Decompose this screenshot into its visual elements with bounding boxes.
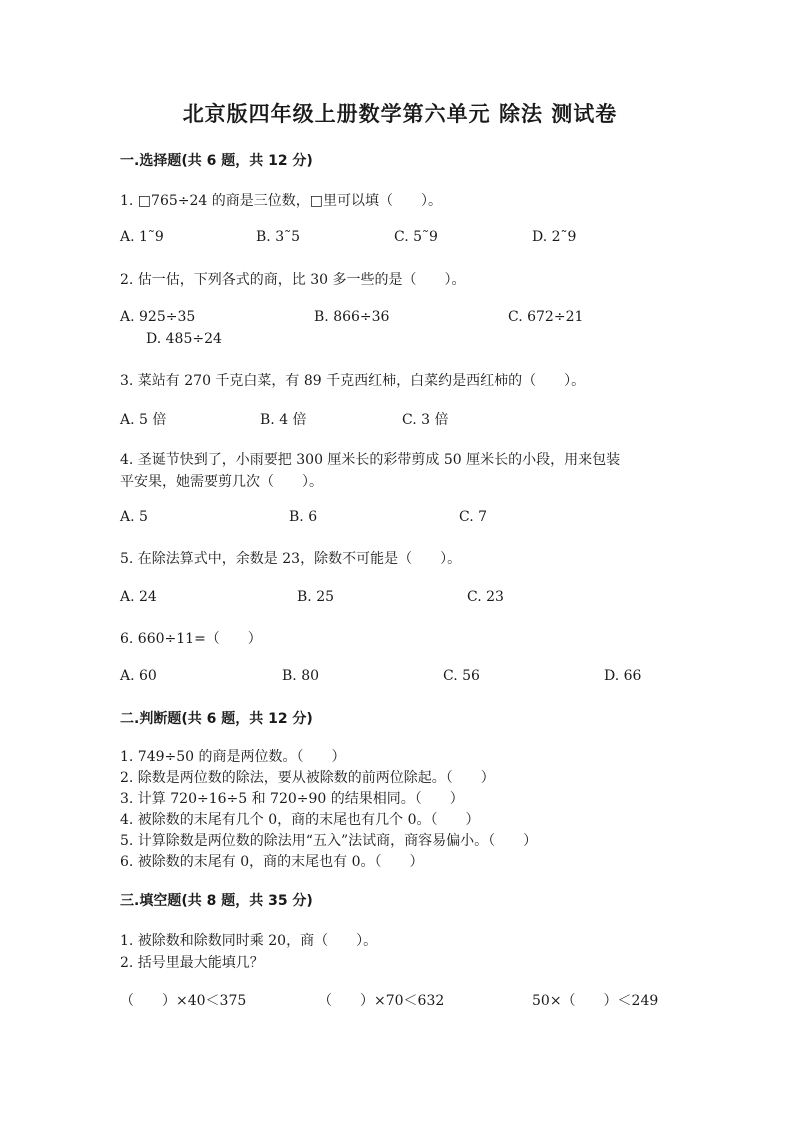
section-heading-judgement: 二.判断题(共 6 题，共 12 分) [120,711,313,727]
q1-option-d: D. 2˜9 [532,229,577,245]
question-1: 1. □765÷24 的商是三位数，□里可以填（ ）。 [120,193,442,209]
fill-blank-1: （ ）×40＜375 [120,993,247,1009]
question-6: 6. 660÷11=（ ） [120,631,262,647]
q6-option-b: B. 80 [282,668,320,684]
q3-option-c: C. 3 倍 [402,412,449,428]
q1-option-a: A. 1˜9 [120,229,164,245]
q6-option-d: D. 66 [604,668,642,684]
section-heading-choice: 一.选择题(共 6 题，共 12 分) [120,153,313,169]
question-2: 2. 估一估，下列各式的商，比 30 多一些的是（ ）。 [120,272,466,288]
page-title: 北京版四年级上册数学第六单元 除法 测试卷 [182,102,618,126]
question-4: 4. 圣诞节快到了，小雨要把 300 厘米长的彩带剪成 50 厘米长的小段，用来包装 [120,452,621,468]
fill-item-2: 2. 括号里最大能填几？ [120,955,264,971]
judge-item-6: 6. 被除数的末尾有 0，商的末尾也有 0。（ ） [120,854,424,870]
q5-option-c: C. 23 [467,589,504,605]
fill-blank-3: 50×（ ）＜249 [532,993,659,1009]
q2-option-c: C. 672÷21 [508,309,584,325]
judge-item-4: 4. 被除数的末尾有几个 0，商的末尾也有几个 0。（ ） [120,812,480,828]
fill-item-1: 1. 被除数和除数同时乘 20，商（ ）。 [120,933,378,949]
q4-option-a: A. 5 [120,509,148,525]
q3-option-a: A. 5 倍 [120,412,167,428]
q6-option-c: C. 56 [443,668,480,684]
judge-item-2: 2. 除数是两位数的除法，要从被除数的前两位除起。（ ） [120,770,495,786]
q6-option-a: A. 60 [120,668,157,684]
question-5: 5. 在除法算式中，余数是 23，除数不可能是（ ）。 [120,551,462,567]
q3-option-b: B. 4 倍 [260,412,307,428]
q1-option-c: C. 5˜9 [394,229,438,245]
q2-option-b: B. 866÷36 [314,309,390,325]
q5-option-a: A. 24 [120,589,157,605]
fill-blank-2: （ ）×70＜632 [318,993,445,1009]
question-3: 3. 菜站有 270 千克白菜，有 89 千克西红柿，白菜约是西红柿的（ ）。 [120,373,586,389]
q4-option-b: B. 6 [289,509,318,525]
q2-option-d: D. 485÷24 [146,331,222,347]
q1-option-b: B. 3˜5 [256,229,301,245]
judge-item-5: 5. 计算除数是两位数的除法用“五入”法试商，商容易偏小。（ ） [120,833,538,849]
question-4-continued: 平安果，她需要剪几次（ ）。 [120,474,323,490]
section-heading-fill: 三.填空题(共 8 题，共 35 分) [120,893,313,909]
q4-option-c: C. 7 [459,509,488,525]
judge-item-3: 3. 计算 720÷16÷5 和 720÷90 的结果相同。（ ） [120,791,464,807]
judge-item-1: 1. 749÷50 的商是两位数。（ ） [120,749,346,765]
q5-option-b: B. 25 [297,589,335,605]
q2-option-a: A. 925÷35 [120,309,196,325]
